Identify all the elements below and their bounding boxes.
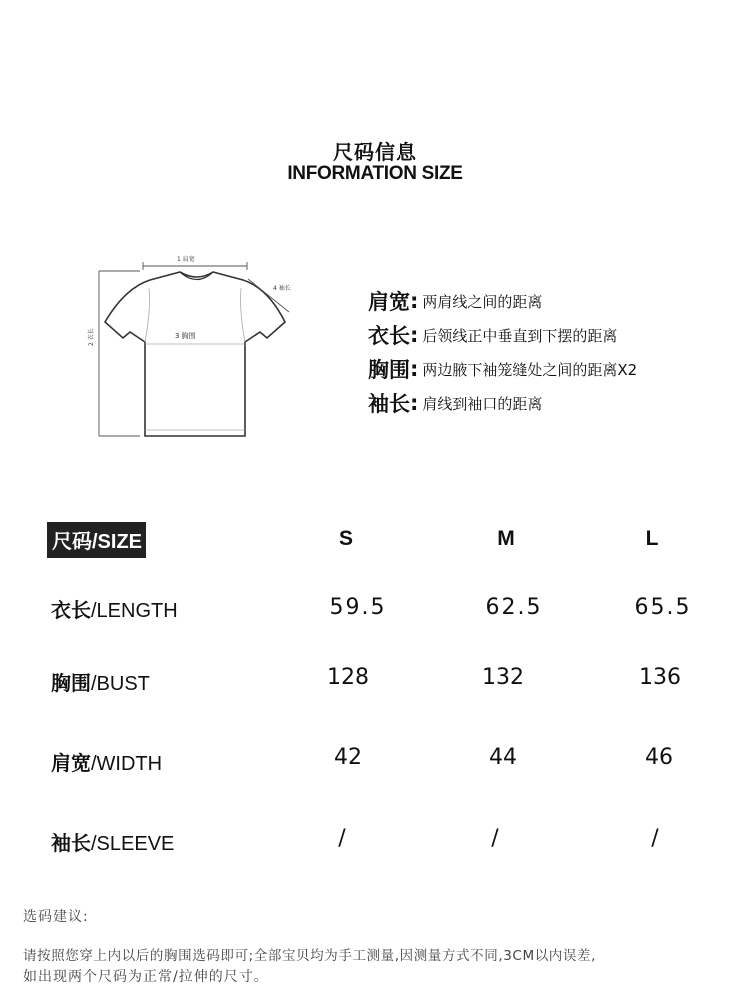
row-label-cn: 肩宽 bbox=[51, 751, 91, 775]
row-label-en: /LENGTH bbox=[91, 600, 178, 622]
size-header-en: /SIZE bbox=[92, 531, 143, 553]
legend-colon: : bbox=[410, 323, 419, 347]
table-cell: 136 bbox=[639, 665, 681, 690]
legend-desc: 两肩线之间的距离 bbox=[422, 292, 543, 311]
row-label-en: /WIDTH bbox=[91, 753, 163, 775]
legend-desc: 肩线到袖口的距离 bbox=[422, 394, 543, 413]
row-label-length bbox=[51, 594, 178, 623]
legend-term: 胸围 bbox=[368, 358, 410, 382]
table-cell: 65.5 bbox=[634, 595, 692, 620]
legend-term: 衣长 bbox=[368, 324, 410, 348]
legend-term: 袖长 bbox=[368, 392, 410, 416]
tshirt-outline bbox=[105, 272, 285, 436]
row-label-bust bbox=[51, 667, 150, 696]
row-label-sleeve bbox=[51, 827, 174, 856]
row-label-cn: 衣长 bbox=[51, 598, 91, 622]
legend-desc: 两边腋下袖笼缝处之间的距离X2 bbox=[422, 360, 638, 379]
notes-line-1: 请按照您穿上内以后的胸围选码即可;全部宝贝均为手工测量,因测量方式不同,3CM以内误差, bbox=[23, 948, 596, 964]
notes-title: 选码建议: bbox=[23, 909, 89, 925]
table-cell: 132 bbox=[482, 665, 524, 690]
legend-item-length bbox=[368, 318, 637, 352]
legend-item-bust bbox=[368, 352, 637, 386]
legend-colon: : bbox=[410, 289, 419, 313]
legend-item-shoulder bbox=[368, 284, 637, 318]
sleeve-label: 4 袖长 bbox=[273, 285, 291, 292]
length-label: 2 衣长 bbox=[88, 328, 95, 346]
table-cell: 42 bbox=[334, 745, 362, 770]
page-title-en: INFORMATION SIZE bbox=[287, 163, 463, 184]
column-header-l: L bbox=[645, 527, 659, 550]
table-cell: 59.5 bbox=[329, 595, 387, 620]
legend-item-sleeve bbox=[368, 386, 637, 420]
shoulder-label: 1 肩宽 bbox=[177, 256, 195, 263]
legend-desc: 后领线正中垂直到下摆的距离 bbox=[422, 326, 618, 345]
legend-term: 肩宽 bbox=[368, 290, 410, 314]
size-header-cn: 尺码 bbox=[52, 529, 92, 553]
notes-line-2: 如出现两个尺码为正常/拉伸的尺寸。 bbox=[23, 969, 269, 985]
row-label-width bbox=[51, 747, 162, 776]
measurement-legend bbox=[368, 284, 637, 420]
table-cell: 62.5 bbox=[485, 595, 543, 620]
row-label-en: /BUST bbox=[91, 673, 150, 695]
column-header-m: M bbox=[497, 527, 515, 550]
page-title-cn: 尺码信息 bbox=[333, 140, 417, 164]
tshirt-diagram bbox=[85, 250, 310, 445]
legend-colon: : bbox=[410, 357, 419, 381]
column-header-s: S bbox=[338, 527, 353, 550]
row-label-cn: 胸围 bbox=[51, 671, 91, 695]
legend-colon: : bbox=[410, 391, 419, 415]
size-header-badge bbox=[47, 522, 146, 558]
measure-lines bbox=[99, 262, 289, 436]
table-cell: / bbox=[338, 826, 346, 851]
table-cell: 44 bbox=[489, 745, 517, 770]
table-cell: 46 bbox=[645, 745, 673, 770]
table-cell: / bbox=[491, 826, 499, 851]
table-cell: 128 bbox=[327, 665, 369, 690]
table-cell: / bbox=[651, 826, 659, 851]
bust-label: 3 胸围 bbox=[175, 332, 196, 340]
row-label-cn: 袖长 bbox=[51, 831, 91, 855]
row-label-en: /SLEEVE bbox=[91, 833, 175, 855]
